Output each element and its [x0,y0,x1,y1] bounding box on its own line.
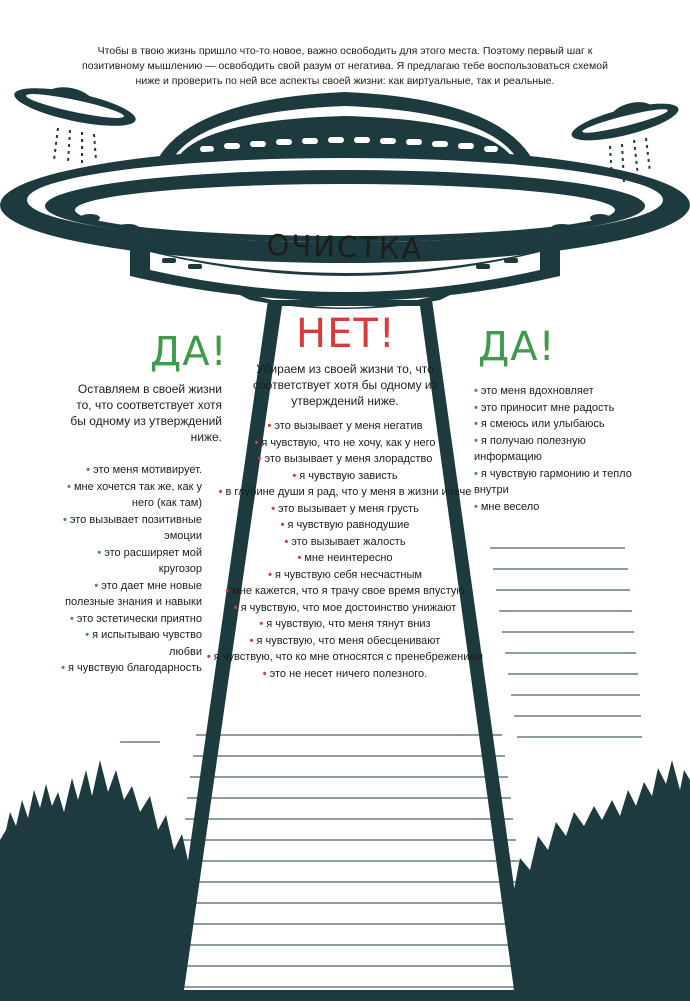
list-item: • мне кажется, что я трачу свое время впустую [225,585,465,597]
right-list [470,383,640,515]
left-list [52,462,202,677]
bullet-icon: • [249,634,254,647]
list-item: • это эстетически приятно [69,612,202,625]
bullet-icon: • [259,618,264,630]
list-item: • это вызывает у меня грусть [271,502,419,515]
bullet-icon: • [85,629,90,641]
heading-middle: НЕТ! [296,311,396,357]
bullet-icon: • [297,552,302,564]
middle-intro: Убираем из своей жизни то, что соответствует хотя бы одному из утверждений ниже. [252,362,438,408]
list-item: • я чувствую, что не хочу, как у него [254,436,436,449]
bullet-icon: • [474,500,478,513]
list-item: • я смеюсь или улыбаюсь [474,418,605,430]
list-item: • я получаю полезную информацию [474,434,586,463]
list-item: • это меня мотивирует. [86,464,202,476]
list-item: • я чувствую благодарность [61,662,202,674]
bullet-icon: • [474,401,478,414]
list-item: • я чувствую себя несчастным [268,568,422,581]
list-item: • это вызывает у меня негатив [267,420,423,432]
bullet-icon: • [474,385,478,397]
bullet-icon: • [268,568,272,581]
list-item: • это вызывает жалость [284,535,406,548]
bullet-icon: • [474,434,478,447]
list-item: • я чувствую, что мое достоинство унижают [233,601,457,614]
right-writing-lines [490,548,642,737]
forest-right [500,760,690,1001]
page-title: ОЧИСТКА [266,227,424,267]
list-item: • мне хочется так же, как у него (как там) [67,480,202,509]
list-item: • мне неинтересно [297,552,393,564]
bullet-icon: • [257,453,262,465]
heading-left: ДА! [150,329,228,375]
list-item: • мне весело [474,500,540,513]
list-item: • это вызывает у меня злорадство [257,453,433,465]
middle-list [196,418,494,682]
bullet-icon: • [206,651,211,663]
list-item: • я испытываю чувство любви [85,629,202,658]
bullet-icon: • [254,436,259,449]
bullet-icon: • [97,546,102,559]
left-intro: Оставляем в своей жизни то, что соответствует хотя бы одному из утверждений ниже. [70,382,222,444]
bullet-icon: • [284,535,289,548]
bullet-icon: • [280,519,285,531]
list-item: • это меня вдохновляет [474,385,594,397]
list-item: • это приносит мне радость [474,401,615,414]
list-item: • в глубине души я рад, что у меня в жизни иначе [218,486,472,498]
list-item: • это расширяет мой кругозор [97,546,202,575]
list-item: • я чувствую, что меня обесценивают [249,634,441,647]
bullet-icon: • [63,513,67,526]
bullet-icon: • [86,464,91,476]
list-item: • я чувствую равнодушие [280,519,410,531]
intro-paragraph: Чтобы в твою жизнь пришло что-то новое, важно освободить для этого места. Поэтому первый шаг к позитивному мышлению — освободить свой разум от негатива. Я предлагаю тебе воспользоваться схемой ниже и проверить по ней все аспекты своей жизни: как виртуальные, так и реальные. [82,45,608,87]
list-item: • я чувствую, что меня тянут вниз [259,618,431,630]
list-item: • я чувствую, что ко мне относятся с пренебрежением [206,651,484,663]
bullet-icon: • [67,480,71,493]
bullet-icon: • [292,469,297,482]
bullet-icon: • [94,579,99,592]
bullet-icon: • [218,486,223,498]
bullet-icon: • [61,662,65,674]
list-item: • это дает мне новые полезные знания и навыки [65,579,202,608]
list-item: • я чувствую зависть [292,469,398,482]
bullet-icon: • [262,667,267,680]
small-ufo-left [11,80,138,164]
bullet-icon: • [271,502,276,515]
list-item: • я чувствую гармонию и тепло внутри [474,467,632,496]
heading-right: ДА! [478,324,556,370]
list-item: • это вызывает позитивные эмоции [63,513,202,542]
bullet-icon: • [69,612,74,625]
bullet-icon: • [225,585,230,597]
list-item: • это не несет ничего полезного. [262,667,428,680]
bullet-icon: • [267,420,272,432]
bullet-icon: • [474,467,478,480]
bullet-icon: • [233,601,238,614]
bullet-icon: • [474,418,478,430]
